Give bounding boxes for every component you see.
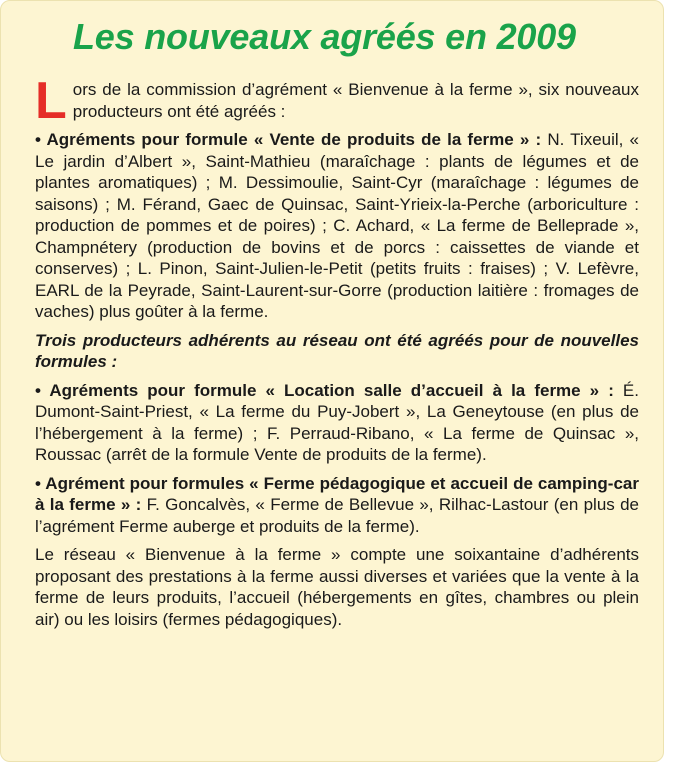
section-vente-produits-text: N. Tixeuil, « Le jardin d’Albert », Saint-Mathieu (maraîchage : plants de légumes et de plantes aromatiques) ; M. Dessimoulie, Saint-Cyr (maraîchage : légumes de saisons) ; M. Férand, Gaec de Quinsac, Saint-Yrieix-la-Perche (arboriculture : production de pommes et de poires) ; C. Achard, « La ferme de Belleprade », Champnétery (production de bovins et de porcs : caissettes de viande et conserves) ; L. Pinon, Saint-Julien-le-Petit (petits fruits : fraises) ; V. Lefèvre, EARL de la Peyrade, Saint-Laurent-sur-Gorre (production laitière : fromages de vaches) plus goûter à la ferme. <box>35 130 639 321</box>
drop-cap: L <box>35 72 67 130</box>
section-ferme-pedagogique-text: F. Goncalvès, « Ferme de Bellevue », Rilhac-Lastour (en plus de l’agrément Ferme auberge et produits de la ferme). <box>35 495 639 536</box>
article-title: Les nouveaux agréés en 2009 <box>73 16 576 57</box>
section-location-salle <box>35 380 639 466</box>
section-ferme-pedagogique-heading: • Agrément pour formules « Ferme pédagogique et accueil de camping-car à la ferme » : <box>35 473 639 514</box>
subheading: Trois producteurs adhérents au réseau ont été agréés pour de nouvelles formules : <box>35 330 639 371</box>
section-vente-produits-heading: • Agréments pour formule « Vente de produits de la ferme » : <box>35 130 542 149</box>
intro-text: ors de la commission d’agrément « Bienvenue à la ferme », six nouveaux producteurs ont été agréés : <box>72 80 639 121</box>
section-vente-produits <box>35 129 639 323</box>
section-location-salle-heading: • Agréments pour formule « Location salle d’accueil à la ferme » : <box>35 380 614 400</box>
conclusion-paragraph: Le réseau « Bienvenue à la ferme » compte une soixantaine d’adhérents proposant des prestations à la ferme aussi diverses et variées que la vente à la ferme de leurs produits, l’accueil (hébergements en gîtes, chambres ou plein air) ou les loisirs (fermes pédagogiques). <box>35 545 639 629</box>
section-location-salle-text: É. Dumont-Saint-Priest, « La ferme du Puy-Jobert », La Geneytouse (en plus de l’hébergement à la ferme) ; F. Perraud-Ribano, « La ferme de Quinsac », Roussac (arrêt de la formule Vente de produits de la ferme). <box>35 380 639 464</box>
article-body <box>35 72 639 630</box>
section-ferme-pedagogique <box>35 473 639 538</box>
intro-paragraph <box>35 72 639 130</box>
